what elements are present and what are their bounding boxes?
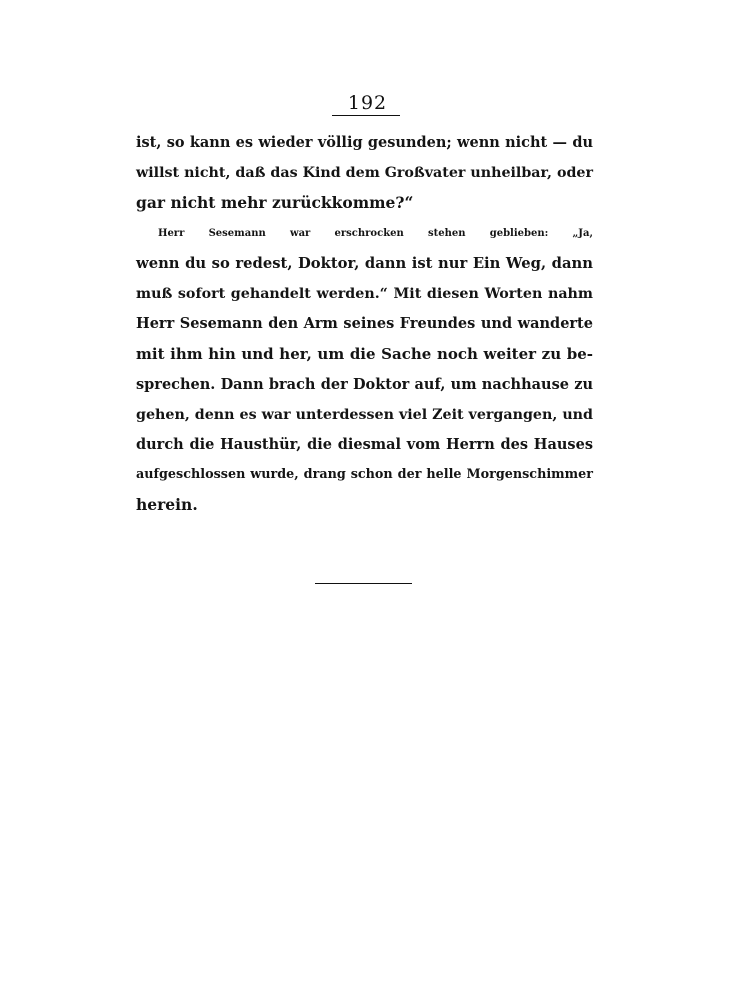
text-line: mit ihm hin und her, um die Sache noch weiter zu be- <box>136 345 593 364</box>
text-line: muß sofort gehandelt werden.“ Mit diesen Worten nahm <box>136 285 593 302</box>
text-line: wenn du so redest, Doktor, dann ist nur Ein Weg, dann <box>136 254 593 272</box>
text-line: Herr Sesemann den Arm seines Freundes und wanderte <box>136 315 593 333</box>
text-line: sprechen. Dann brach der Doktor auf, um nachhause zu <box>136 375 593 393</box>
page-body-text <box>136 128 593 520</box>
page-number-underline <box>332 115 400 116</box>
text-line: aufgeschlossen wurde, drang schon der helle Morgenschimmer <box>136 467 593 483</box>
text-line: gehen, denn es war unterdessen viel Zeit vergangen, und <box>136 406 593 423</box>
text-line: durch die Hausthür, die diesmal vom Herrn des Hauses <box>136 435 593 453</box>
text-line: willst nicht, daß das Kind dem Großvater unheilbar, oder <box>136 165 593 182</box>
text-line: gar nicht mehr zurückkomme?“ <box>136 193 414 213</box>
text-line: herein. <box>136 495 198 515</box>
chapter-end-rule <box>315 583 412 584</box>
text-line: ist, so kann es wieder völlig gesunden; wenn nicht — du <box>136 134 593 151</box>
paragraph-start-line: Herr Sesemann war erschrocken stehen geblieben: „Ja, <box>158 227 593 239</box>
page-number: 192 <box>347 92 388 114</box>
